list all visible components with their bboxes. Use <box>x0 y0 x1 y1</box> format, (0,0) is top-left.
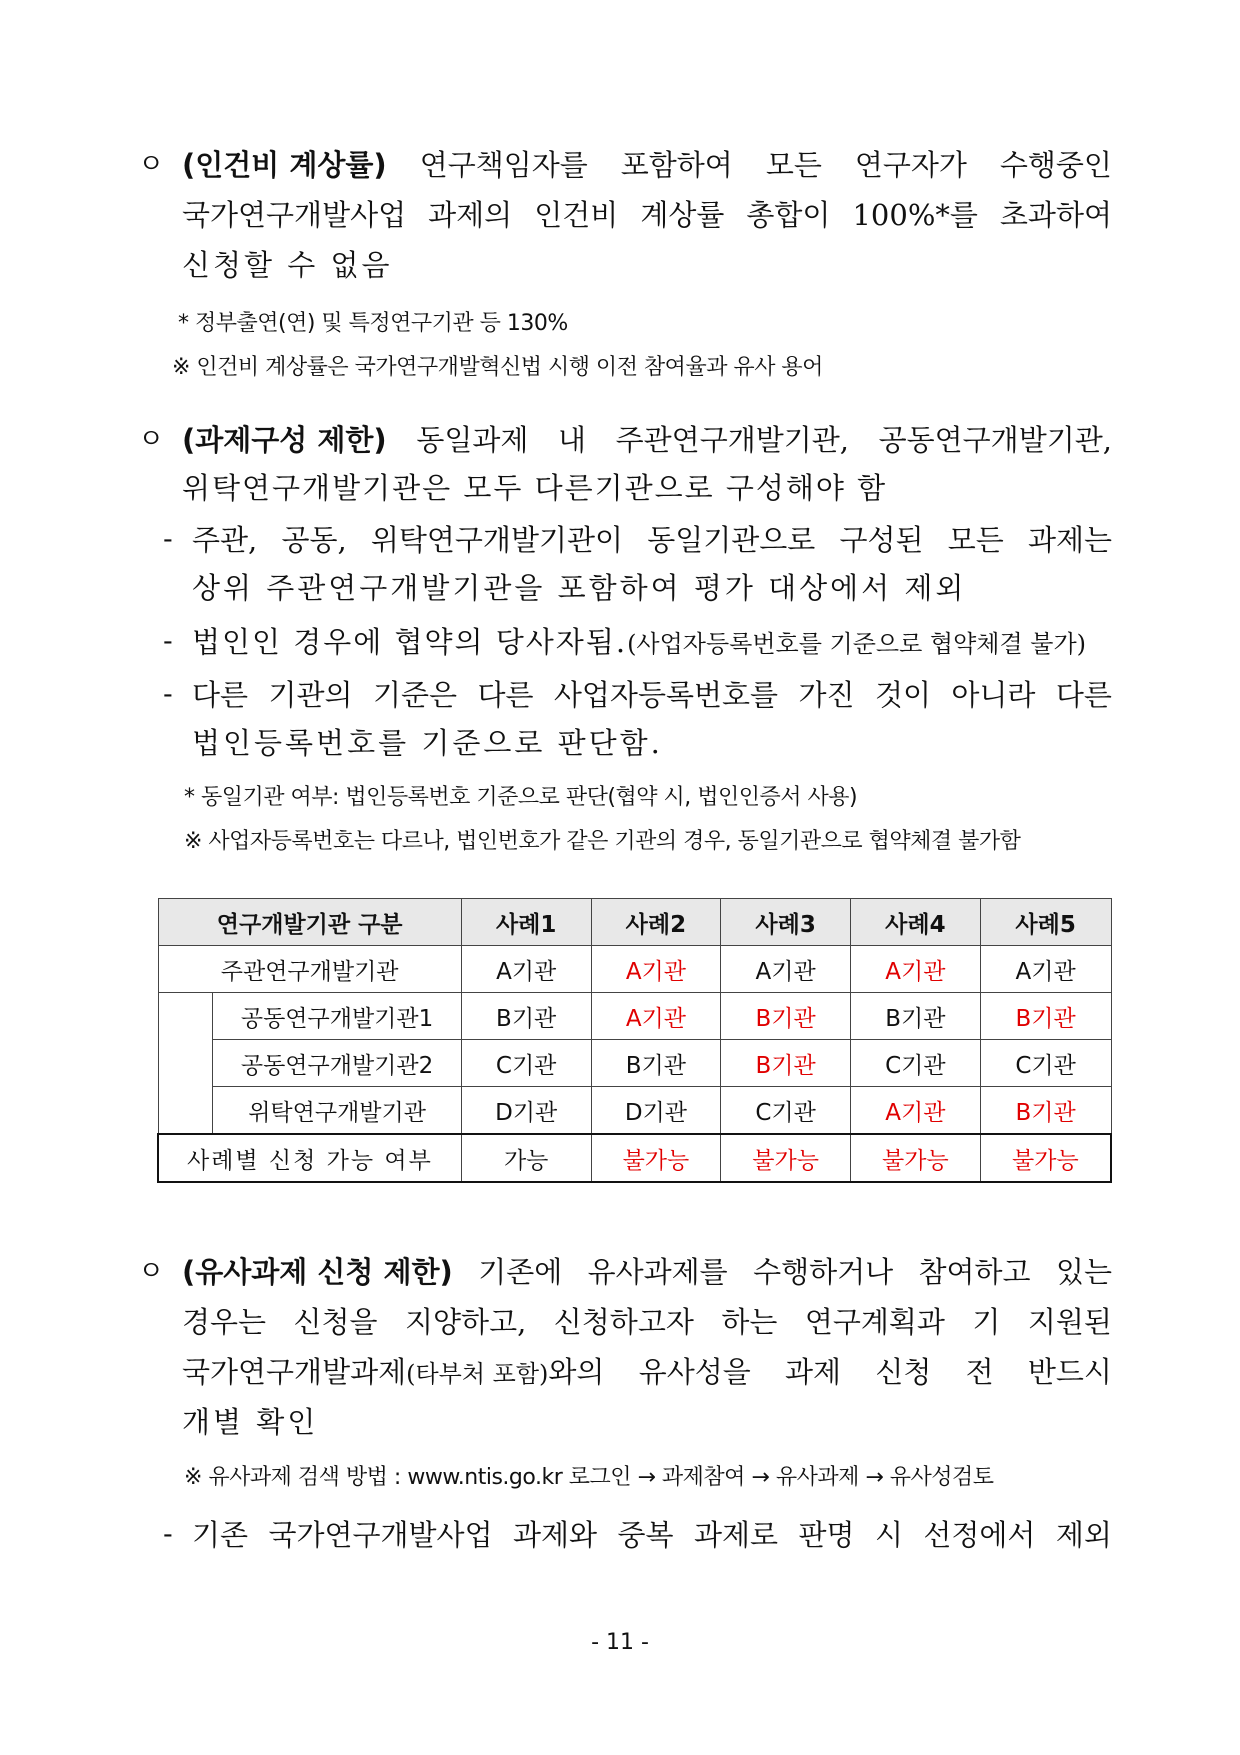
bullet-circle-icon: ㅇ <box>138 424 165 455</box>
table-row <box>158 946 1111 993</box>
table-result-row <box>158 1134 1111 1182</box>
table-cell: C기관 <box>980 1040 1111 1087</box>
word: 다른 <box>1055 678 1112 712</box>
word: 유사과제를 <box>587 1255 728 1289</box>
table-header-cell: 사례5 <box>980 899 1111 946</box>
word-group <box>182 1352 604 1394</box>
table-cell: A기관 <box>980 946 1111 993</box>
table-header-cell: 사례1 <box>461 899 591 946</box>
word: 초과하여 <box>999 198 1112 232</box>
word: 총합이 <box>746 198 831 232</box>
word: 동일기관으로 <box>647 523 816 557</box>
section2-item2 <box>192 622 1086 664</box>
word: 주관, <box>192 523 258 557</box>
word: 하는 <box>721 1305 778 1339</box>
word: 국가연구개발과제 <box>182 1355 407 1389</box>
section-heading: (과제구성 제한) <box>182 423 387 457</box>
footnote: * 동일기관 여부: 법인등록번호 기준으로 판단(협약 시, 법인인증서 사용) <box>184 785 858 810</box>
word: 연구자가 <box>854 148 967 182</box>
footnote: * 정부출연(연) 및 특정연구기관 등 130% <box>178 311 568 336</box>
dash-marker: - <box>163 1519 173 1550</box>
word: 사업자등록번호를 <box>553 678 779 712</box>
word: 있는 <box>1055 1255 1112 1289</box>
word: 과제와 <box>513 1518 598 1552</box>
word: 지원된 <box>1027 1305 1112 1339</box>
footnote: ※ 유사과제 검색 방법 : www.ntis.go.kr 로그인 → 과제참여 → 유사과제 → 유사성검토 <box>184 1465 994 1490</box>
word: 계상률 <box>640 198 725 232</box>
item-text: 법인인 경우에 협약의 당사자됨. <box>192 625 628 659</box>
table-header-cell: 사례3 <box>721 899 851 946</box>
word: 모든 <box>765 148 822 182</box>
table-cell: B기관 <box>980 993 1111 1040</box>
word: 전 <box>965 1355 994 1389</box>
table-cell: 불가능 <box>591 1134 721 1182</box>
item-paren: (사업자등록번호를 기준으로 협약체결 불가) <box>627 630 1086 658</box>
table-header-row <box>158 899 1111 946</box>
table-header-cell: 연구개발기관 구분 <box>158 899 461 946</box>
word: 중복 <box>617 1518 674 1552</box>
indent-cell <box>158 993 213 1135</box>
section3-line4: 개별 확인 <box>182 1405 319 1439</box>
word: 포함하여 <box>620 148 733 182</box>
table-cell: B기관 <box>851 993 981 1040</box>
word: 100%*를 <box>852 198 978 232</box>
section-heading: (인건비 계상률) <box>182 148 387 182</box>
word: 연구계획과 <box>804 1305 945 1339</box>
word: 수행중인 <box>999 148 1112 182</box>
word: 제외 <box>1055 1518 1112 1552</box>
table-cell: A기관 <box>591 946 721 993</box>
bullet-circle-icon: ㅇ <box>138 149 165 180</box>
footnote: ※ 사업자등록번호는 다르나, 법인번호가 같은 기관의 경우, 동일기관으로 협약체결 불가함 <box>184 829 1021 854</box>
section3-line3 <box>182 1352 1112 1394</box>
word: 수행하거나 <box>753 1255 894 1289</box>
table-header-cell: 사례4 <box>851 899 981 946</box>
table-cell: C기관 <box>851 1040 981 1087</box>
word: 과제는 <box>1027 523 1112 557</box>
word: 위탁연구개발기관이 <box>370 523 624 557</box>
word: 와의 <box>548 1355 605 1389</box>
word: 것이 <box>874 678 931 712</box>
row-label: 사례별 신청 가능 여부 <box>158 1134 461 1182</box>
word: 다른 <box>477 678 534 712</box>
table-cell: B기관 <box>461 993 591 1040</box>
dash-marker: - <box>163 524 173 555</box>
table-cell: A기관 <box>461 946 591 993</box>
table-row <box>158 1040 1111 1087</box>
row-label: 주관연구개발기관 <box>158 946 461 993</box>
word: 동일과제 <box>416 423 529 457</box>
word: 판명 <box>798 1518 855 1552</box>
word: 주관연구개발기관, <box>615 423 849 457</box>
word: 유사성을 <box>638 1355 751 1389</box>
word: 경우는 <box>182 1305 267 1339</box>
word: 신청 <box>875 1355 932 1389</box>
word: 참여하고 <box>918 1255 1031 1289</box>
word: 다른 <box>192 678 249 712</box>
word: 기존 <box>192 1518 249 1552</box>
word: 반드시 <box>1027 1355 1112 1389</box>
word: 신청하고자 <box>553 1305 694 1339</box>
table-cell: D기관 <box>591 1087 721 1135</box>
table-cell: 불가능 <box>851 1134 981 1182</box>
word: 기관의 <box>268 678 353 712</box>
word-paren: (타부처 포함) <box>406 1360 549 1388</box>
section3-line2 <box>182 1302 1112 1342</box>
word: 기준은 <box>372 678 457 712</box>
section3-line1 <box>182 1252 1112 1292</box>
word: 국가연구개발사업 <box>268 1518 493 1552</box>
table-row <box>158 993 1111 1040</box>
table-cell: A기관 <box>851 946 981 993</box>
table-cell: 불가능 <box>980 1134 1111 1182</box>
table-cell: A기관 <box>851 1087 981 1135</box>
table-cell: A기관 <box>591 993 721 1040</box>
section2-line1 <box>182 420 1112 460</box>
section2-item3-line1 <box>192 675 1112 715</box>
table-cell: B기관 <box>980 1087 1111 1135</box>
word: 공동연구개발기관, <box>878 423 1112 457</box>
section2-item1-line1 <box>192 520 1112 560</box>
word: 과제의 <box>428 198 513 232</box>
table-row <box>158 1087 1111 1135</box>
word: 인건비 <box>534 198 619 232</box>
word: 내 <box>558 423 587 457</box>
section2-line2: 위탁연구개발기관은 모두 다른기관으로 구성해야 함 <box>182 471 888 505</box>
footnote: ※ 인건비 계상률은 국가연구개발혁신법 시행 이전 참여율과 유사 용어 <box>172 355 823 380</box>
word: 연구책임자를 <box>419 148 588 182</box>
section2-item3-line2: 법인등록번호를 기준으로 판단함. <box>192 726 663 760</box>
word: 기존에 <box>478 1255 563 1289</box>
row-label: 공동연구개발기관1 <box>213 993 461 1040</box>
word: 모든 <box>947 523 1004 557</box>
row-label: 공동연구개발기관2 <box>213 1040 461 1087</box>
word: 지양하고, <box>405 1305 527 1339</box>
word: 국가연구개발사업 <box>182 198 407 232</box>
word: 구성된 <box>839 523 924 557</box>
dash-marker: - <box>163 626 173 657</box>
table-header-cell: 사례2 <box>591 899 721 946</box>
table-cell: 가능 <box>461 1134 591 1182</box>
table-cell: C기관 <box>721 1087 851 1135</box>
word: 과제로 <box>693 1518 779 1552</box>
table-cell: D기관 <box>461 1087 591 1135</box>
section1-line1 <box>182 145 1112 185</box>
word: 가진 <box>798 678 855 712</box>
word: 신청을 <box>293 1305 378 1339</box>
word: 공동, <box>281 523 347 557</box>
word: 기 <box>972 1305 1001 1339</box>
table-cell: B기관 <box>721 993 851 1040</box>
dash-marker: - <box>163 679 173 710</box>
row-label: 위탁연구개발기관 <box>213 1087 461 1135</box>
section3-item1 <box>192 1515 1112 1555</box>
word: 시 <box>874 1518 903 1552</box>
table-cell: 불가능 <box>721 1134 851 1182</box>
table-cell: B기관 <box>721 1040 851 1087</box>
section-heading: (유사과제 신청 제한) <box>182 1255 453 1289</box>
word: 선정에서 <box>923 1518 1036 1552</box>
bullet-circle-icon: ㅇ <box>138 1256 165 1287</box>
section2-item1-line2: 상위 주관연구개발기관을 포함하여 평가 대상에서 제외 <box>192 571 967 605</box>
section1-line3: 신청할 수 없음 <box>182 248 393 282</box>
page-number: - 11 - <box>591 1630 649 1655</box>
word: 아니라 <box>951 678 1036 712</box>
table-cell: A기관 <box>721 946 851 993</box>
table-cell: C기관 <box>461 1040 591 1087</box>
table-cell: B기관 <box>591 1040 721 1087</box>
case-table <box>157 898 1112 1183</box>
word: 과제 <box>785 1355 842 1389</box>
section1-line2 <box>182 195 1112 235</box>
